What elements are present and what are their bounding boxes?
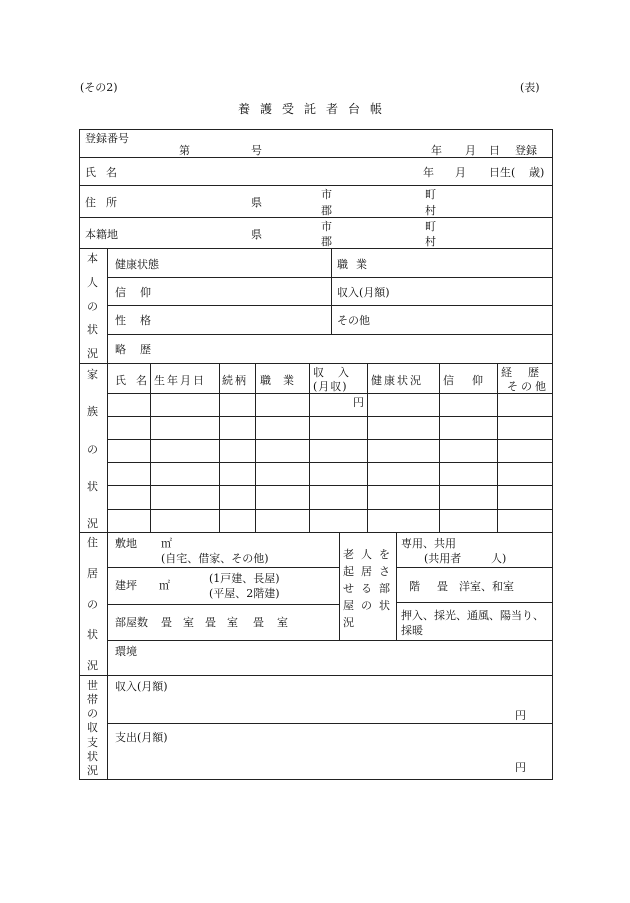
- rule: [107, 393, 553, 394]
- household-status-label: 世 帯 の 収 支 状 況: [87, 679, 98, 777]
- domicile-town: 町: [425, 220, 436, 233]
- registration-dai: 第: [179, 144, 190, 157]
- features: 押入、採光、通風、陽当り、採暖: [401, 609, 544, 637]
- housing-status-label: 住 居 の 状 況: [87, 536, 98, 672]
- rule: [107, 277, 553, 278]
- rule: [219, 363, 220, 532]
- rule: [79, 217, 553, 218]
- family-col-income-sub: (月収): [313, 380, 348, 393]
- site-area-note: (自宅、借家、その他): [161, 552, 269, 565]
- elderly-room-1: 老人を: [343, 548, 397, 561]
- birth-day: 日生(: [489, 166, 516, 179]
- domicile-label: 本籍地: [85, 228, 118, 241]
- address-town: 町: [425, 188, 436, 201]
- income-label: 収入(月額): [337, 286, 390, 299]
- rooms-shitsu-1: 室: [183, 616, 194, 629]
- birth-year: 年: [423, 166, 434, 179]
- floor-jo: 畳: [437, 580, 448, 593]
- address-prefecture: 県: [251, 196, 262, 209]
- rooms-label: 部屋数: [115, 616, 148, 629]
- rule: [150, 363, 151, 532]
- floor-area-note-1: (1戸建、長屋): [209, 572, 280, 585]
- form-number: (その2): [80, 81, 118, 94]
- site-area-label: 敷地: [115, 537, 137, 550]
- rule: [331, 248, 332, 334]
- rule: [107, 723, 553, 724]
- border-left: [79, 129, 80, 780]
- shared-with-2: 人): [491, 552, 507, 565]
- occupation-label: 職業: [337, 258, 375, 271]
- registration-go: 号: [251, 144, 262, 157]
- rule: [79, 675, 553, 676]
- rule: [309, 363, 310, 532]
- registration-registered: 登録: [515, 144, 537, 157]
- age: 歳): [529, 166, 545, 179]
- site-area-unit: ㎡: [161, 537, 172, 550]
- border-right: [552, 129, 553, 780]
- rule: [107, 509, 553, 510]
- rule: [439, 363, 440, 532]
- rooms-shitsu-3: 室: [277, 616, 288, 629]
- rule: [107, 640, 553, 641]
- floor-area-label: 建坪: [115, 579, 137, 592]
- rule: [79, 185, 553, 186]
- page-title: 養護受託者台帳: [237, 102, 392, 116]
- rule: [107, 416, 553, 417]
- address-county: 郡: [321, 204, 332, 217]
- family-col-health: 健康状況: [371, 374, 423, 387]
- border-bottom: [79, 779, 553, 780]
- room-type: 洋室、和室: [459, 580, 514, 593]
- rooms-shitsu-2: 室: [227, 616, 238, 629]
- household-income-label: 収入(月額): [115, 680, 168, 693]
- family-col-name: 氏名: [115, 374, 157, 387]
- rule: [339, 532, 340, 640]
- family-income-yen: 円: [353, 396, 364, 409]
- registration-day: 日: [489, 144, 500, 157]
- rule: [107, 334, 553, 335]
- family-col-relation: 続柄: [222, 374, 248, 387]
- rooms-jo-3: 畳: [253, 616, 264, 629]
- floor-area-unit: ㎡: [159, 579, 170, 592]
- domicile-village: 村: [425, 235, 436, 248]
- rule: [107, 567, 339, 568]
- floor-kai: 階: [409, 580, 420, 593]
- domicile-county: 郡: [321, 235, 332, 248]
- rule: [79, 248, 553, 249]
- family-col-history: 経歴: [501, 366, 555, 379]
- address-village: 村: [425, 204, 436, 217]
- family-col-history-sub: その他: [507, 380, 549, 393]
- environment-label: 環境: [115, 645, 137, 658]
- rooms-jo-2: 畳: [205, 616, 216, 629]
- birth-month: 月: [455, 166, 466, 179]
- rule: [497, 363, 498, 532]
- rule: [255, 363, 256, 532]
- rule: [396, 602, 553, 603]
- registration-label: 登録番号: [85, 132, 129, 145]
- faith-label: 信仰: [115, 286, 165, 299]
- elderly-room-3: せる部: [343, 582, 397, 595]
- personality-label: 性格: [115, 314, 165, 327]
- family-status-label: 家 族 の 状 況: [87, 368, 98, 530]
- family-col-faith: 信仰: [443, 374, 501, 387]
- domicile-prefecture: 県: [251, 228, 262, 241]
- family-col-occupation: 職業: [260, 374, 306, 387]
- elderly-room-2: 起居さ: [343, 565, 397, 578]
- family-col-birth: 生年月日: [154, 374, 206, 387]
- rule: [107, 439, 553, 440]
- page-side: (表): [520, 81, 540, 94]
- history-label: 略歴: [115, 343, 165, 356]
- rule: [79, 157, 553, 158]
- rule: [396, 567, 553, 568]
- household-income-yen: 円: [515, 709, 526, 722]
- rooms-jo-1: 畳: [161, 616, 172, 629]
- shared-with-1: (共用者: [424, 552, 462, 565]
- rule: [367, 363, 368, 532]
- household-expense-yen: 円: [515, 761, 526, 774]
- floor-area-note-2: (平屋、2階建): [209, 587, 280, 600]
- name-label: 氏名: [85, 166, 127, 179]
- rule: [107, 485, 553, 486]
- private-shared: 専用、共用: [401, 537, 456, 550]
- domicile-city: 市: [321, 220, 332, 233]
- health-label: 健康状態: [115, 258, 159, 271]
- rule: [107, 604, 339, 605]
- rule: [107, 305, 553, 306]
- family-col-income: 収入: [313, 366, 363, 379]
- registration-month: 月: [465, 144, 476, 157]
- border-top: [79, 129, 553, 130]
- other-label: その他: [337, 314, 370, 327]
- registry-form: [79, 129, 553, 780]
- rule: [107, 462, 553, 463]
- rule: [79, 532, 553, 533]
- address-label: 住所: [85, 196, 127, 209]
- household-expense-label: 支出(月額): [115, 731, 168, 744]
- elderly-room-5: 況: [343, 616, 354, 629]
- rule: [107, 248, 108, 779]
- self-status-label: 本 人 の 状 況: [87, 252, 98, 360]
- elderly-room-4: 屋の状: [343, 599, 397, 612]
- registration-year: 年: [431, 144, 442, 157]
- address-city: 市: [321, 188, 332, 201]
